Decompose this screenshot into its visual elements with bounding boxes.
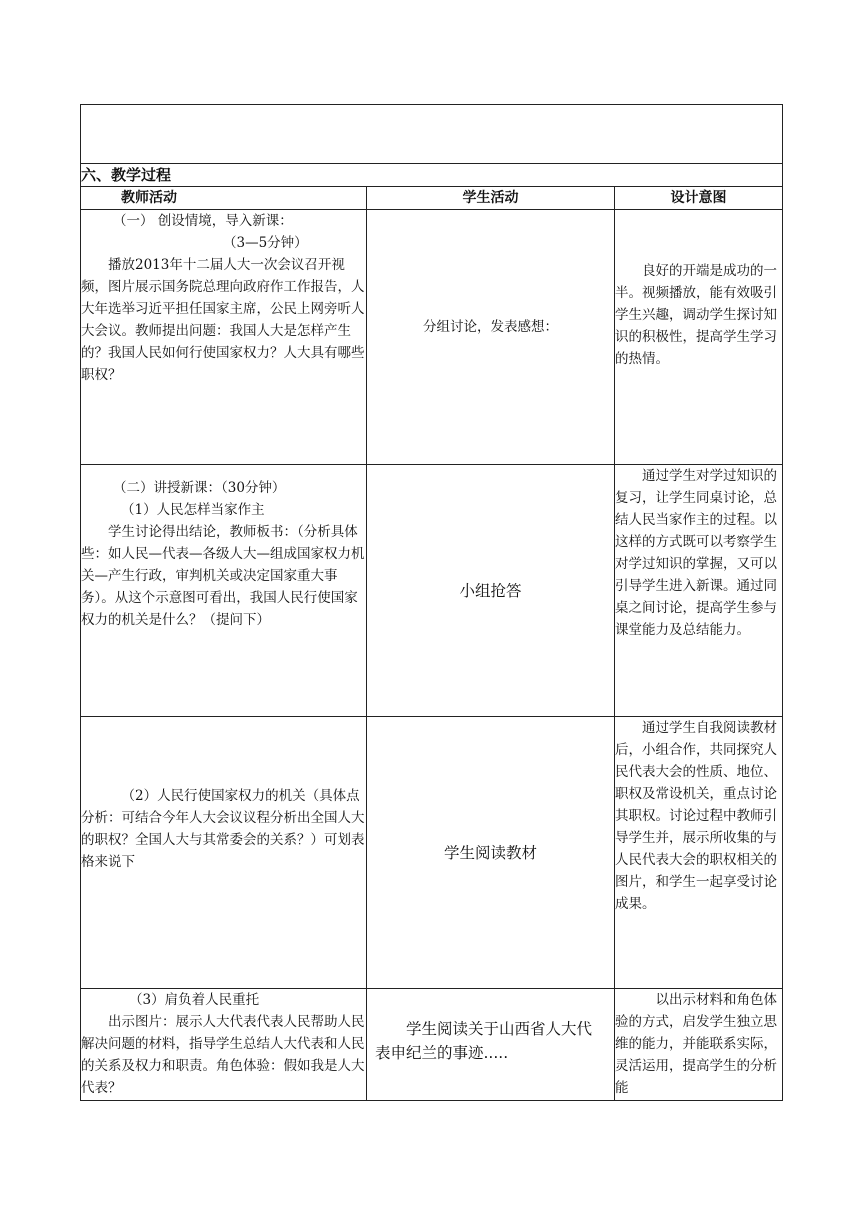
row4-student: 学生阅读关于山西省人大代表申纪兰的事迹..... [375, 1020, 593, 1062]
row1-student: 分组讨论，发表感想： [423, 319, 558, 335]
header-teacher: 教师活动 [81, 187, 367, 210]
row2-teacher-body: 学生讨论得出结论，教师板书：（分析具体些：如人民—代表—各级人大—组成国家权力机关—产生行政，审判机关或决定国家重大事务）。从这个示意图可看出，我国人民行使国家权力的机关是什么？（提问下） [81, 524, 365, 628]
section-title: 六、教学过程 [81, 164, 783, 187]
design-cell [615, 989, 783, 1101]
design-cell [615, 717, 783, 989]
teacher-cell [81, 210, 367, 465]
student-cell [367, 717, 615, 989]
teacher-cell [81, 717, 367, 989]
teacher-cell [81, 465, 367, 717]
header-row [81, 187, 783, 210]
row4-design: 以出示材料和角色体验的方式，启发学生独立思维的能力，并能联系实际，灵活运用，提高学生的分析能 [615, 992, 777, 1096]
header-student: 学生活动 [367, 187, 615, 210]
row2-teacher-sub: （1）人民怎样当家作主 [121, 502, 265, 518]
row3-teacher-body: （2）人民行使国家权力的机关（具体点分析：可结合今年人大会议议程分析出全国人大的职权？全国人大与其常委会的关系？）可划表格来说下 [81, 788, 365, 870]
row1-teacher-body: 播放2013年十二届人大一次会议召开视频，图片展示国务院总理向政府作工作报告，人大年选举习近平担任国家主席，公民上网旁听人大会议。教师提出问题：我国人大是怎样产生的？我国人民如何行使国家权力？人大具有哪些职权？ [81, 257, 365, 383]
row3-student: 学生阅读教材 [443, 843, 537, 862]
student-cell [367, 465, 615, 717]
table-row [81, 989, 783, 1101]
row4-teacher-sub: （3）肩负着人民重托 [129, 992, 260, 1008]
row2-design: 通过学生对学过知识的复习，让学生同桌讨论，总结人民当家作主的过程。以这样的方式既可以考察学生对学过知识的掌握，又可以引导学生进入新课。通过同桌之间讨论，提高学生参与课堂能力及总结能力。 [615, 468, 777, 638]
row2-teacher-title: （二）讲授新课：（30分钟） [113, 480, 286, 496]
table-row [81, 465, 783, 717]
design-cell [615, 210, 783, 465]
row1-teacher-time: （3—5分钟） [223, 235, 308, 251]
section-row [81, 164, 783, 187]
teacher-cell [81, 989, 367, 1101]
blank-cell [81, 105, 783, 164]
lesson-plan-table [80, 104, 783, 1101]
student-cell [367, 989, 615, 1101]
blank-row [81, 105, 783, 164]
row1-teacher-title: （一） 创设情境，导入新课： [113, 213, 293, 229]
row2-student: 小组抢答 [459, 581, 522, 600]
row4-teacher-body: 出示图片：展示人大代表代表人民帮助人民解决问题的材料，指导学生总结人大代表和人民的关系及权力和职责。角色体验：假如我是人大代表？ [81, 1014, 365, 1096]
table-row [81, 210, 783, 465]
table-row [81, 717, 783, 989]
student-cell [367, 210, 615, 465]
design-cell [615, 465, 783, 717]
header-design: 设计意图 [615, 187, 783, 210]
row3-design: 通过学生自我阅读教材后，小组合作，共同探究人民代表大会的性质、地位、职权及常设机关，重点讨论其职权。讨论过程中教师引导学生并，展示所收集的与人民代表大会的职权相关的图片，和学生一起享受讨论成果。 [615, 720, 777, 912]
row1-design: 良好的开端是成功的一半。视频播放，能有效吸引学生兴趣，调动学生探讨知识的积极性，提高学生学习的热情。 [615, 263, 777, 367]
